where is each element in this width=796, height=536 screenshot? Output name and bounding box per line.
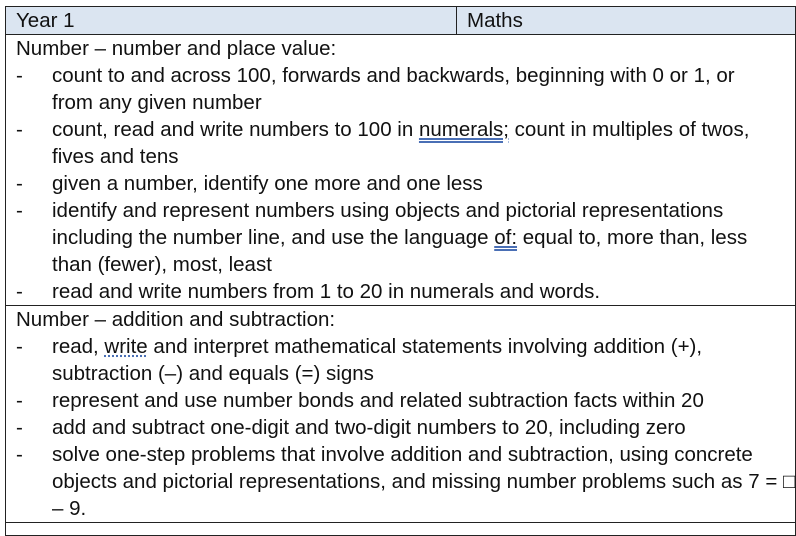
section-row xyxy=(6,35,796,306)
item-line: solve one-step problems that involve addition and subtraction, using concrete xyxy=(52,443,753,466)
dash-bullet: - xyxy=(16,64,23,87)
grammar-flagged-word: write xyxy=(104,335,148,358)
list-item xyxy=(16,278,795,305)
item-text: read, xyxy=(52,335,105,358)
next-section-row xyxy=(6,523,796,536)
item-text: count in multiples of twos, xyxy=(508,118,750,141)
item-line xyxy=(52,116,795,143)
item-line: identify and represent numbers using objects and pictorial representations xyxy=(52,199,724,222)
dash-bullet: - xyxy=(16,335,23,358)
list-item xyxy=(16,170,795,197)
empty-cell xyxy=(6,523,796,536)
grammar-flagged-word: of: xyxy=(494,226,518,249)
item-text: equal to, more than, less xyxy=(517,226,748,249)
list-item xyxy=(16,387,795,414)
dash-bullet: - xyxy=(16,172,23,195)
item-line: from any given number xyxy=(52,91,262,114)
list-item xyxy=(16,333,795,387)
item-text: count, read and write numbers to 100 in xyxy=(52,118,419,141)
item-line: read and write numbers from 1 to 20 in numerals and words. xyxy=(52,280,601,303)
dash-bullet: - xyxy=(16,118,23,141)
dash-bullet: - xyxy=(16,280,23,303)
item-text: and interpret mathematical statements involving addition (+), xyxy=(147,335,703,358)
addition-subtraction-section xyxy=(6,306,796,523)
list-item xyxy=(16,116,795,170)
item-line: than (fewer), most, least xyxy=(52,253,272,276)
list-item xyxy=(16,62,795,116)
list-item xyxy=(16,414,795,441)
item-line xyxy=(52,333,795,360)
curriculum-table xyxy=(5,6,796,536)
list-item xyxy=(16,441,795,522)
section-row xyxy=(6,306,796,523)
subject-cell: Maths xyxy=(457,7,796,35)
item-line: represent and use number bonds and related subtraction facts within 20 xyxy=(52,389,704,412)
section-title: Number – number and place value: xyxy=(16,37,337,60)
dash-bullet: - xyxy=(16,389,23,412)
item-line xyxy=(52,224,795,251)
place-value-section xyxy=(6,35,796,306)
list-item xyxy=(16,197,795,278)
grammar-flagged-word: numerals; xyxy=(418,118,509,141)
objective-list xyxy=(16,62,795,305)
dash-bullet: - xyxy=(16,416,23,439)
item-line: – 9. xyxy=(52,497,87,520)
item-line: given a number, identify one more and one less xyxy=(52,172,483,195)
objective-list xyxy=(16,333,795,522)
item-line: count to and across 100, forwards and backwards, beginning with 0 or 1, or xyxy=(52,64,735,87)
year-cell: Year 1 xyxy=(6,7,457,35)
dash-bullet: - xyxy=(16,199,23,222)
item-line: fives and tens xyxy=(52,145,179,168)
item-line: objects and pictorial representations, and missing number problems such as 7 = □ xyxy=(52,470,796,493)
dash-bullet: - xyxy=(16,443,23,466)
section-title: Number – addition and subtraction: xyxy=(16,308,336,331)
item-line: subtraction (–) and equals (=) signs xyxy=(52,362,374,385)
item-line: add and subtract one-digit and two-digit numbers to 20, including zero xyxy=(52,416,686,439)
item-text: including the number line, and use the language xyxy=(52,226,495,249)
table-header-row xyxy=(6,7,796,35)
